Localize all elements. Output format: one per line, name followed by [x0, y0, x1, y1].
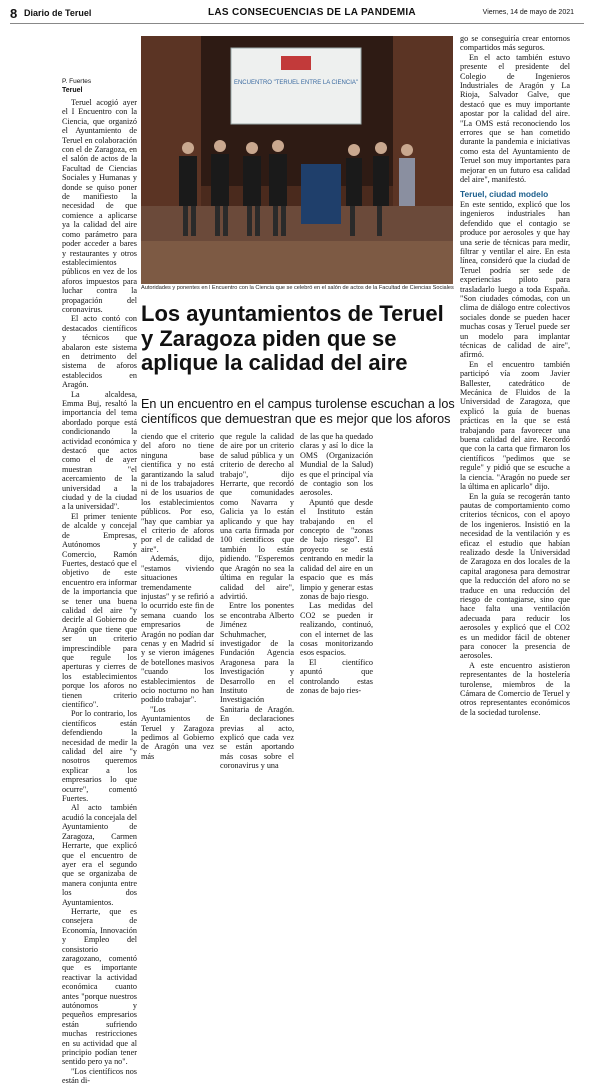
paragraph: Además, dijo, "estamos viviendo situaciones tremendamente injustas" y se refirió a lo ocurrido este fin de semana cuando los empresarios de Aragón no podían dar cenas y en Madrid sí y se vieron imágenes de botellones masivos "cuando los establecimientos de ocio nocturno no han podido trabajar".	[141, 554, 214, 705]
page-header	[0, 0, 594, 30]
paragraph: Por lo contrario, los científicos están defendiendo la necesidad de medir la calidad del aire "y nosotros queremos explicar a los empresarios lo que ocurre", comentó Fuertes.	[62, 709, 137, 804]
byline-author: P. Fuertes	[62, 78, 92, 85]
byline-location: Teruel	[62, 87, 83, 94]
paragraph: Al acto también acudió la concejala del Ayuntamiento de Zaragoza, Carmen Herrarte, que explicó que el encuentro de ayer era el segundo que se organizaba de manera conjunta entre los dos Ayuntamientos.	[62, 803, 137, 907]
header-rule	[10, 23, 584, 24]
paragraph: En este sentido, explicó que los ingenieros industriales han defendido que el contagio se produce por aerosoles y que hay una serie de técnicas para medir, filtrar y ventilar el aire. En esta línea, consideró que la ciudad de Teruel podría ser sede de experiencias piloto para trasladarlo luego a toda España. "Son ciudades cómodas, con un clima de diálogo entre colectivos sociales donde se pueden hacer muchas cosas y Teruel puede ser un modelo para implantar técnicas de calidad de aire", afirmó.	[460, 199, 570, 360]
paragraph: Apuntó que desde el Instituto están trabajando en el concepto de "zonas de bajo riesgo". El proyecto se está centrando en medir la calidad del aire en un espacio que es más limpio y generar estas zonas de bajo riesgo.	[300, 497, 373, 601]
section-title: LAS CONSECUENCIAS DE LA PANDEMIA	[208, 7, 416, 18]
subheadline: En un encuentro en el campus turolense escuchan a los científicos que demuestran que es mejor que los aforos	[141, 397, 455, 426]
paragraph: A este encuentro asistieron representantes de la hostelería turolense, miembros de la Cámara de Comercio de Teruel y otros representantes económicos de la sociedad turolense.	[460, 660, 570, 717]
event-photo	[141, 36, 453, 284]
paragraph: Herrarte, que es consejera de Economía, Innovación y Empleo del consistorio zaragozano, comentó que es importante reactivar la actividad económica cuanto antes "porque nuestros autónomos y pequeños empresarios están sufriendo muchas restricciones en su actividad que al principio podían tener sentido pero ya no".	[62, 906, 137, 1067]
paragraph: Entre los ponentes se encontraba Alberto Jiménez Schuhmacher, investigador de la Fundación Agencia Aragonesa para la Investigación y Desarrollo en el Instituto de Investigación Sanitaria de Aragón. En declaraciones previas al acto, explicó que cada vez se están aportando más cosas sobre el coronavirus y una	[220, 601, 294, 771]
paragraph: Las medidas del CO2 se pueden ir realizando, continuó, con el internet de las cosas monitorizando esos espacios.	[300, 601, 373, 658]
paragraph: El científico apuntó que controlando estas zonas de bajo ries-	[300, 657, 373, 695]
photo-caption: Autoridades y ponentes en l Encuentro con la Ciencia que se celebró en el salón de actos de la Facultad de Ciencias Sociales	[141, 285, 454, 291]
column-1	[62, 78, 138, 1086]
paragraph: El primer teniente de alcalde y concejal de Empresas, Autónomos y Comercio, Ramón Fuertes, destacó que el objetivo de este encuentro era informar de la importancia que se tener una buena calidad del aire "y decirle al Gobierno de Aragón que tiene que ser un criterio imprescindible para que regule los aperturas y cierres de los establecimientos porque los aforos no tienen criterio científico".	[62, 511, 138, 709]
paragraph: Teruel acogió ayer el I Encuentro con la Ciencia, que organizó el Ayuntamiento de Teruel en colaboración con el de Zaragoza, en el salón de actos de la Facultad de Ciencias Sociales y Humanas y donde se quiso poner de manifiesto la necesidad de que comience a aplicarse ya la calidad del aire como parámetro para poder acceder a bares y restaurantes y otros establecimientos públicos en vez de los aforos impuestos para luchar contra la propagación del coronavirus.	[62, 98, 137, 314]
page-number: 8	[10, 6, 18, 21]
paragraph: que regule la calidad de aire por un criterio de salud pública y un criterio de derecho al trabajo", dijo Herrarte, que recordó que comunidades como Navarra y Galicia ya lo están aplicando y que hay una carta firmada por 100 científicos que también lo están pidiendo. "Esperemos que Aragón no sea la última en regular la calidad del aire", advirtió.	[220, 432, 294, 601]
paragraph: El acto contó con destacados científicos y técnicos que abalaron este sistema en detrimento del sistema de aforos establecidos en Aragón.	[62, 314, 137, 390]
column-3	[220, 432, 294, 771]
screen-title: ENCUENTRO "TERUEL ENTRE LA CIENCIA"	[233, 80, 359, 86]
paragraph: En el acto también estuvo presente el presidente del Colegio de Ingenieros Industriales de Aragón y La Rioja, Salvador Galve, que destacó que es muy importante apostar por la calidad del aire. "La OMS está reconociendo los errores que se han cometido durante la pandemia e iniciativas como esta del Ayuntamiento de Teruel son muy importantes para mejorar en un futuro esa calidad del aire", manifestó.	[460, 52, 570, 185]
event-photo-illustration	[141, 36, 453, 284]
paragraph: go se conseguiría crear entornos compartidos más seguros.	[460, 34, 570, 53]
issue-date: Viernes, 14 de mayo de 2021	[482, 9, 574, 16]
paragraph: "Los científicos nos están di-	[62, 1066, 137, 1086]
publication-logo: Diario de Teruel	[24, 8, 92, 18]
paragraph: ciendo que el criterio del aforo no tiene ninguna base científica y no está garantizando la salud ni de los trabajadores ni de los usuarios de los establecimientos públicos. Por eso, "hay que cambiar ya el criterio de aforos por el de calidad de aire".	[141, 432, 214, 554]
column-2	[141, 432, 214, 761]
column-5	[460, 34, 570, 717]
paragraph: En el encuentro también participó vía zoom Javier Ballester, catedrático de Mecánica de Fluidos de la Universidad de Zaragoza, que explicó la guía de buenas prácticas en la que se está trabajando para favorecer una buena calidad del aire. Recordó que con la carta que firmaron los científicos "pedimos que se regule" y pidió que se escuche a la ciencia. "Aragón no puede ser la última en aplicarlo" dijo.	[460, 359, 570, 492]
paragraph: La alcaldesa, Emma Buj, resaltó la importancia del tema abordado porque está condicionando la actividad económica y destacó que actos como el de ayer muestran "el acercamiento de la universidad a la ciudad y de la ciudad a la universidad".	[62, 389, 137, 512]
section-subhead: Teruel, ciudad modelo	[460, 188, 549, 199]
paragraph: de las que ha quedado claras y así lo dice la OMS (Organización Mundial de la Salud) es que el principal vía de contagio son los aerosoles.	[300, 432, 373, 498]
paragraph: En la guía se recogerán tanto pautas de comportamiento como criterios técnicos, con el apoyo de los ingenieros. Insistió en la necesidad de la ventilación y es eficaz el estudio que habían realizado desde la Universidad de Zaragoza en dos locales de la capital aragonesa para demostrar que la reducción del aforo no se traduce en una reducción del riesgo de contagiarse, sino que hace falta una ventilación adecuada para reducir los aerosoles y explicó que el CO2 es un medidor fácil de obtener para conocer la presencia de aerosoles.	[460, 491, 570, 661]
column-4	[300, 432, 373, 695]
paragraph: "Los Ayuntamientos de Teruel y Zaragoza pedimos al Gobierno de Aragón una vez más	[141, 704, 214, 761]
headline: Los ayuntamientos de Teruel y Zaragoza piden que se aplique la calidad del aire	[141, 301, 444, 375]
